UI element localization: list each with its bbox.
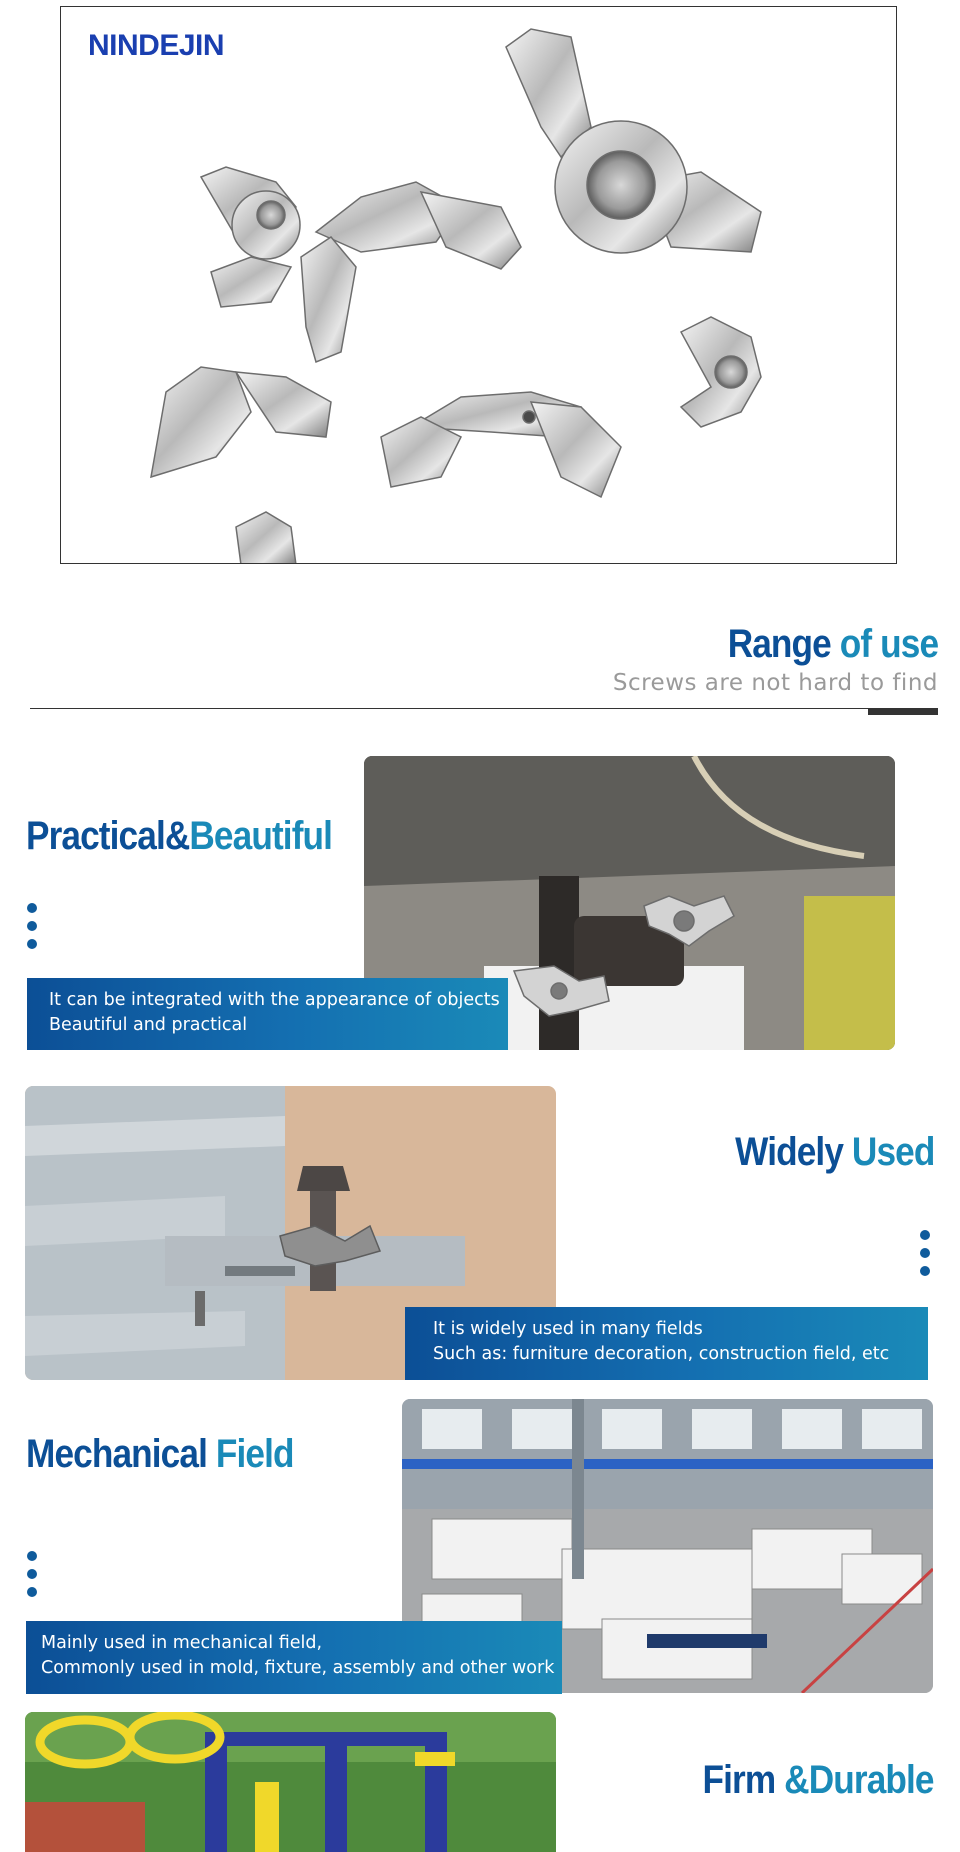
wing-nuts-illustration [61,7,897,564]
widely-used-banner [405,1307,928,1380]
brand-logo: NINDEJIN [88,29,225,62]
small-wing-nut [201,167,300,307]
bottom-left-wing-nut [151,367,331,477]
title-part-b: Field [215,1432,294,1476]
banner-line-2: Beautiful and practical [49,1015,248,1035]
title-part-a: Firm [702,1758,785,1802]
title-part-b: Beautiful [189,814,333,858]
banner-line-1: Mainly used in mechanical field, [41,1633,323,1653]
banner-line-1: It can be integrated with the appearance of objects [49,990,500,1010]
range-of-use-title [728,622,938,667]
decorative-dots [920,1230,930,1284]
title-part-a: Practical& [26,814,190,858]
practical-beautiful-title [26,814,332,859]
large-wing-nut [506,29,761,253]
decorative-dots [27,1551,37,1605]
section-divider [30,708,938,709]
title-part-a: Mechanical [26,1432,216,1476]
widely-used-title [735,1130,934,1175]
firm-durable-title [703,1758,934,1803]
title-part-b: Used [851,1130,934,1174]
range-title-part1: Range [727,622,831,666]
practical-beautiful-banner [27,978,508,1050]
title-part-a: Widely [734,1130,852,1174]
center-wing-nut [301,182,521,362]
banner-line-2: Such as: furniture decoration, construction field, etc [433,1344,890,1364]
title-part-b: &Durable [784,1758,934,1802]
banner-line-1: It is widely used in many fields [433,1319,703,1339]
mechanical-field-title [26,1432,294,1477]
banner-line-2: Commonly used in mold, fixture, assembly and other work [41,1658,555,1678]
right-wing-nut [681,317,761,427]
bottom-center-wing-nut [381,392,621,497]
range-title-part2: of use [839,622,938,666]
partial-wing-nut [236,512,296,564]
section-divider-accent [868,708,938,715]
mechanical-field-banner [26,1621,562,1694]
range-of-use-subtitle: Screws are not hard to find [612,670,938,696]
decorative-dots [27,903,37,957]
photo-outdoor-fitness [25,1712,556,1852]
hero-product-image [60,6,897,564]
